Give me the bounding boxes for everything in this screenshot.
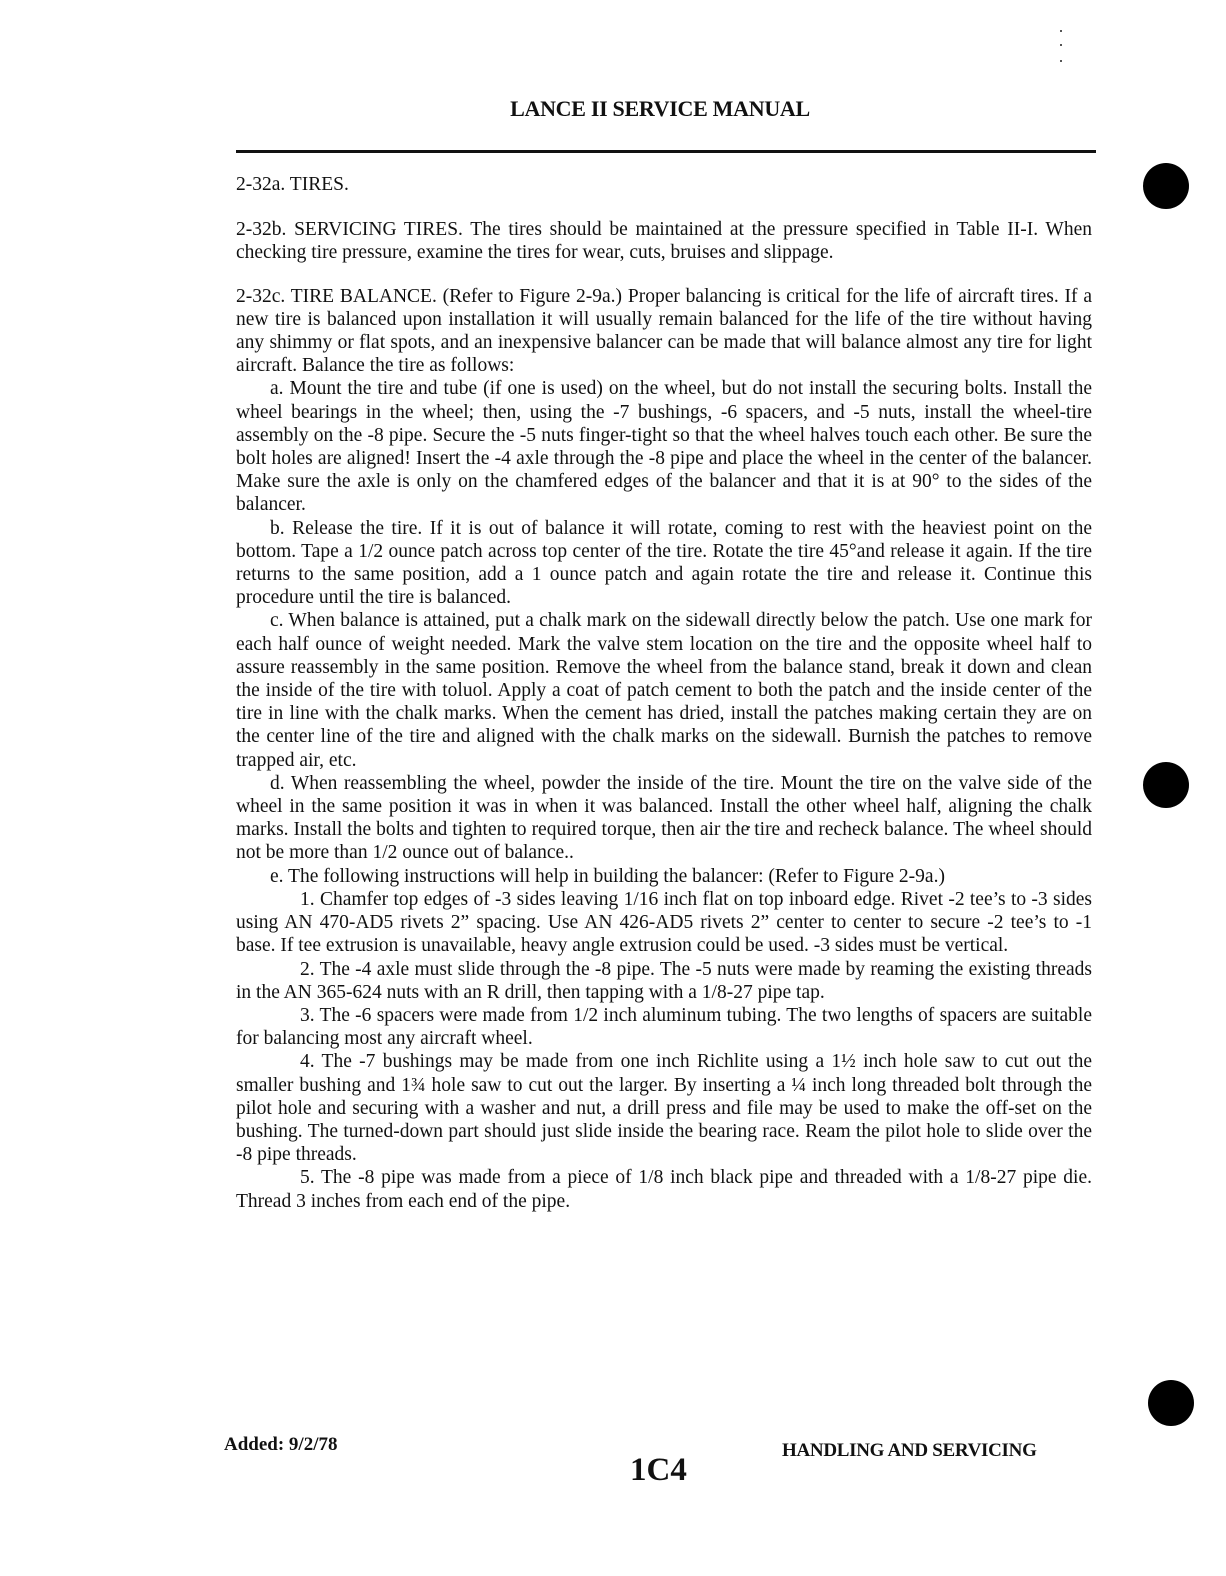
substep-4: 4. The -7 bushings may be made from one inch Richlite using a 1½ inch hole saw to cut out the smaller bushing and 1¾ hole saw to cut out the larger. By inserting a ¼ inch long threaded bolt through the pilot hole and securing with a washer and nut, a drill press and file may be used to make the off-set on the bushing. The turned-down part should just slide inside the bearing race. Ream the pilot hole to slide over the -8 pipe threads. [236, 1051, 1092, 1166]
footer-chapter: HANDLING AND SERVICING [782, 1440, 1037, 1461]
header-rule [236, 150, 1096, 153]
substep-5: 5. The -8 pipe was made from a piece of 1/8 inch black pipe and threaded with a 1/8-27 pipe die. Thread 3 inches from each end of the pipe. [236, 1167, 1092, 1212]
paragraph-tire-balance: 2-32c. TIRE BALANCE. (Refer to Figure 2-9a.) Proper balancing is critical for the life of aircraft tires. If a new tire is balanced upon installation it will usually remain balanced for the life of the tire without having any shimmy or flat spots, and an inexpensive balancer can be made that will balance almost any tire for light aircraft. Balance the tire as follows: [236, 285, 1092, 377]
substep-2: 2. The -4 axle must slide through the -8 pipe. The -5 nuts were made by reaming the existing threads in the AN 365-624 nuts with an R drill, then tapping with a 1/8-27 pipe tap. [236, 958, 1092, 1003]
footer-added-date: Added: 9/2/78 [224, 1434, 338, 1455]
step-b: b. Release the tire. If it is out of balance it will rotate, coming to rest with the heaviest point on the bottom. Tape a 1/2 ounce patch across top center of the tire. Rotate the tire 45°and release it again. If the tire returns to the same position, add a 1 ounce patch and again rotate the tire and release it. Continue this procedure until the tire is balanced. [236, 517, 1092, 609]
binder-hole-bottom [1148, 1380, 1194, 1426]
step-a: a. Mount the tire and tube (if one is used) on the wheel, but do not install the securing bolts. Install the wheel bearings in the wheel; then, using the -7 bushings, -6 spacers, and -5 nuts, install the wheel-tire assembly on the -8 pipe. Secure the -5 nuts finger-tight so that the wheel halves touch each other. Be sure the bolt holes are aligned! Insert the -4 axle through the -8 pipe and place the wheel in the center of the balancer. Make sure the axle is only on the chamfered edges of the balancer and that it is at 90° to the sides of the balancer. [236, 378, 1092, 516]
section-heading-tires: 2-32a. TIRES. [236, 174, 349, 195]
binder-hole-middle [1143, 762, 1189, 808]
step-d: d. When reassembling the wheel, powder the inside of the tire. Mount the tire on the valve side of the wheel in the same position it was in when it was balanced. Install the other wheel half, aligning the chalk marks. Install the bolts and tighten to required torque, then air the tire and recheck balance. The wheel should not be more than 1/2 ounce out of balance.. [236, 772, 1092, 864]
substep-3: 3. The -6 spacers were made from 1/2 inch aluminum tubing. The two lengths of spacers are suitable for balancing most any aircraft wheel. [236, 1004, 1092, 1050]
binder-hole-top [1143, 163, 1189, 209]
edge-mark [1060, 30, 1062, 32]
edge-mark [1060, 60, 1062, 62]
step-c: c. When balance is attained, put a chalk mark on the sidewall directly below the patch. Use one mark for each half ounce of weight needed. Mark the valve stem location on the tire and the opposite wheel half to assure reassembly in the same position. Remove the wheel from the balance stand, break it down and clean the inside of the tire with toluol. Apply a coat of patch cement to both the patch and the inside center of the tire in line with the chalk marks. When the cement has dried, install the patches making certain they are on the center line of the tire and aligned with the chalk marks on the sidewall. Burnish the patches to remove trapped air, etc. [236, 610, 1092, 771]
step-e: e. The following instructions will help in building the balancer: (Refer to Figure 2-9a.) [270, 865, 945, 887]
substep-1: 1. Chamfer top edges of -3 sides leaving 1/16 inch flat on top inboard edge. Rivet -2 tee’s to -3 sides using AN 470-AD5 rivets 2” spacing. Use AN 426-AD5 rivets 2” center to center to secure -2 tee’s to -1 base. If tee extrusion is unavailable, heavy angle extrusion could be used. -3 sides must be vertical. [236, 888, 1092, 957]
edge-mark [1060, 44, 1062, 46]
body-text [236, 173, 1092, 1213]
footer-page-code: 1C4 [630, 1452, 687, 1488]
paragraph-servicing-tires: 2-32b. SERVICING TIRES. The tires should be maintained at the pressure specified in Table II-I. When checking tire pressure, examine the tires for wear, cuts, bruises and slippage. [236, 219, 1092, 264]
page-title: LANCE II SERVICE MANUAL [510, 96, 810, 121]
